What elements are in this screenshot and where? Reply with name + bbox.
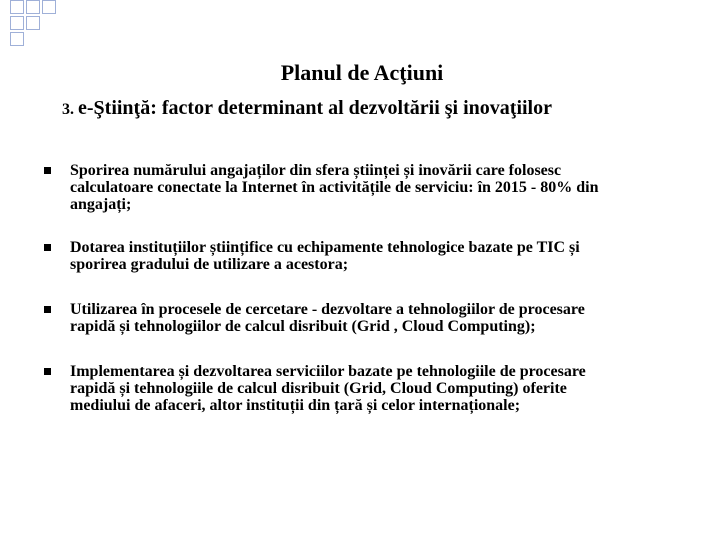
bullet-line: Sporirea numărului angajaților din sfera științei și inovării care folosesc — [70, 162, 562, 179]
bullet-square-icon — [44, 167, 51, 174]
subtitle-text: e-Ştiinţă: factor determinant al dezvoltării şi inovaţiilor — [78, 97, 552, 119]
bullet-line: Dotarea instituțiilor științifice cu echipamente tehnologice bazate pe TIC și — [70, 239, 580, 256]
slide-subtitle — [62, 97, 552, 120]
bullet-line: calculatoare conectate la Internet în activitățile de serviciu: în 2015 - 80% din — [70, 179, 599, 196]
bullet-square-icon — [44, 244, 51, 251]
corner-decoration — [0, 0, 60, 50]
bullet-item — [44, 301, 674, 335]
bullet-item — [44, 363, 674, 414]
bullet-line: mediului de afaceri, altor instituții din țară și celor internaționale; — [70, 397, 521, 414]
bullet-square-icon — [44, 368, 51, 375]
bullet-line: angajați; — [70, 196, 132, 213]
bullet-item — [44, 162, 674, 213]
bullet-line: Implementarea și dezvoltarea serviciilor bazate pe tehnologiile de procesare — [70, 363, 586, 380]
bullet-line: Utilizarea în procesele de cercetare - dezvoltare a tehnologiilor de procesare — [70, 301, 585, 318]
slide-title: Planul de Acţiuni — [280, 60, 444, 85]
bullet-line: rapidă și tehnologiile de calcul disribuit (Grid, Cloud Computing) oferite — [70, 380, 567, 397]
bullet-square-icon — [44, 306, 51, 313]
bullet-line: rapidă și tehnologiilor de calcul disribuit (Grid , Cloud Computing); — [70, 318, 536, 335]
subtitle-number: 3. — [62, 101, 74, 118]
bullet-line: sporirea gradului de utilizare a acestora; — [70, 256, 349, 273]
bullet-list — [44, 162, 674, 414]
bullet-item — [44, 239, 674, 273]
